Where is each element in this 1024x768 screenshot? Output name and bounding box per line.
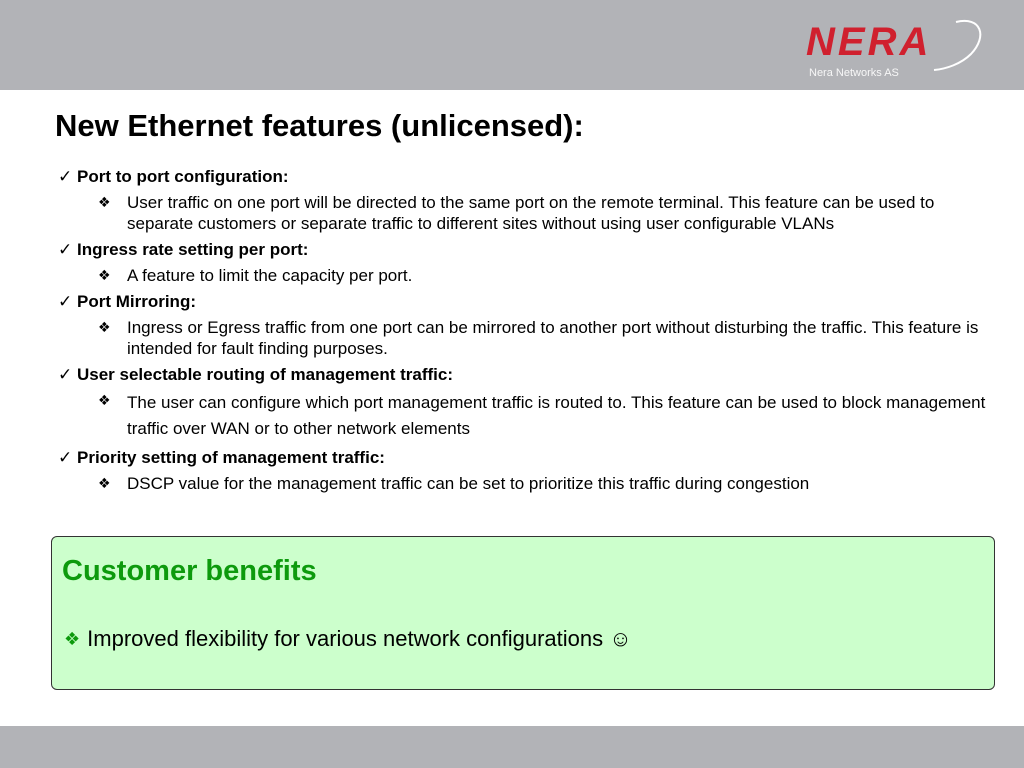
customer-benefits-box xyxy=(51,536,995,690)
benefit-item-text: Improved flexibility for various network configurations ☺ xyxy=(87,626,632,651)
feature-heading-text: Priority setting of management traffic: xyxy=(77,448,385,467)
checkmark-icon: ✓ xyxy=(58,448,73,467)
feature-heading xyxy=(58,166,988,187)
feature-heading xyxy=(58,364,988,385)
feature-heading-text: Port to port configuration: xyxy=(77,167,289,186)
feature-detail xyxy=(98,265,988,286)
feature-detail-text: DSCP value for the management traffic can be set to prioritize this traffic during congestion xyxy=(127,474,810,493)
diamond-bullet-icon: ❖ xyxy=(98,475,111,491)
feature-detail-text: User traffic on one port will be directed to the same port on the remote terminal. This feature can be used to separate customers or separate traffic to different sites without using user configurable VLANs xyxy=(127,193,935,233)
feature-heading xyxy=(58,239,988,260)
feature-heading-text: User selectable routing of management traffic: xyxy=(77,365,453,384)
feature-detail-text: Ingress or Egress traffic from one port can be mirrored to another port without disturbing the traffic. This feature is intended for fault finding purposes. xyxy=(127,318,979,358)
checkmark-icon: ✓ xyxy=(58,240,73,259)
feature-detail xyxy=(98,390,988,442)
benefits-title: Customer benefits xyxy=(62,555,317,587)
header-band xyxy=(0,0,1024,90)
diamond-bullet-icon: ❖ xyxy=(64,628,81,649)
feature-detail-text: A feature to limit the capacity per port. xyxy=(127,266,413,285)
diamond-bullet-icon: ❖ xyxy=(98,267,111,283)
footer-band xyxy=(0,726,1024,768)
checkmark-icon: ✓ xyxy=(58,167,73,186)
diamond-bullet-icon: ❖ xyxy=(98,392,111,408)
nera-logo xyxy=(806,14,996,84)
feature-detail xyxy=(98,192,988,234)
feature-heading xyxy=(58,447,988,468)
feature-list xyxy=(58,166,988,499)
diamond-bullet-icon: ❖ xyxy=(98,194,111,210)
checkmark-icon: ✓ xyxy=(58,365,73,384)
logo-subtitle: Nera Networks AS xyxy=(809,67,899,79)
feature-detail-text: The user can configure which port management traffic is routed to. This feature can be used to block management traffic over WAN or to other network elements xyxy=(127,393,986,438)
slide-title: New Ethernet features (unlicensed): xyxy=(55,108,584,143)
feature-detail xyxy=(98,473,988,494)
checkmark-icon: ✓ xyxy=(58,292,73,311)
feature-heading-text: Port Mirroring: xyxy=(77,292,196,311)
feature-heading-text: Ingress rate setting per port: xyxy=(77,240,309,259)
feature-detail xyxy=(98,317,988,359)
feature-heading xyxy=(58,291,988,312)
benefit-item xyxy=(64,626,632,652)
logo-text: NERA xyxy=(806,20,932,64)
diamond-bullet-icon: ❖ xyxy=(98,319,111,335)
